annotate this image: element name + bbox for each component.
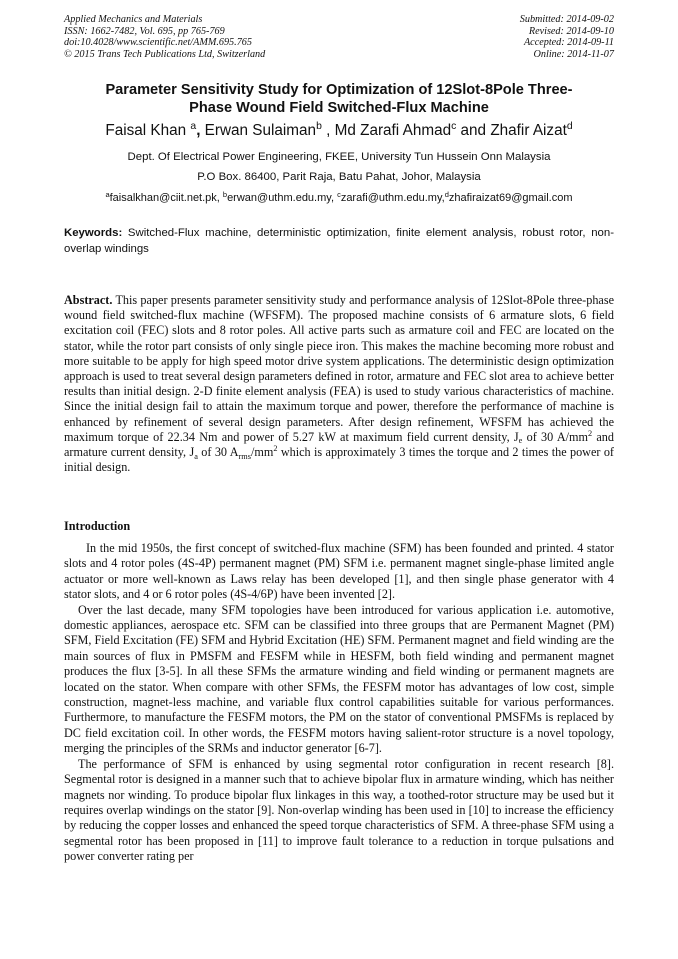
author-affil-mark: b xyxy=(316,121,322,133)
email-mark: c xyxy=(337,189,341,199)
abstract-text: of 30 A/mm xyxy=(522,429,588,444)
superscript: 2 xyxy=(273,444,278,454)
author-affil-mark: d xyxy=(566,121,573,133)
paper-title xyxy=(64,81,614,117)
submitted-date: Submitted: 2014-09-02 xyxy=(519,14,614,25)
journal-info xyxy=(64,14,265,60)
abstract-text: This paper presents parameter sensitivity study and performance analysis of 12Slot-8Pole three-phase wound field switched-flux machine (WFSFM). The proposed machine consists of 6 armature slots, 6 field excitation coil (FEC) slots and 8 rotor poles. All active parts such as armature coil and FEC are located on the stator, while the rotor part consists of only single piece iron. This makes the machine becoming more robust and more suitable to be apply for high speed motor drive system applications. The deterministic design optimization approach is used to treat several design parameters defined in rotor, armature and FEC slot area to achieve better results than initial design. 2-D finite element analysis (FEA) is used to study various characteristics of machine. Since the initial design fail to attain the maximum torque and power, therefore the performance of machine is enhanced by refinement of several design parameters. After design refinement, WFSFM has achieved the maximum torque of 22.34 Nm and power of 5.27 kW at maximum field current density, J xyxy=(64,293,614,444)
paragraph: Over the last decade, many SFM topologies have been introduced for various application i.e. automotive, domestic appliances, aerospace etc. SFM can be classified into three groups that are Permanent Magnet (PM) SFM, Field Excitation (FE) SFM and Hybrid Excitation (HE) SFM. Permanent magnet and field winding are the main sources of flux in PMSFM and FESFM while in HESFM, both field winding and permanent magnet produces the flux [3-5]. In all these SFMs the armature winding and field winding or permanent magnets are located on the stator. When compare with other SFMs, the FESFM motor has advantages of low cost, simple construction, magnet-less machine, and variable flux control capabilities suitable for various performances. Furthermore, to manufacture the FESFM motors, the PM on the stator of conventional PMSFMs is replaced by DC field excitation coil. In other words, the FESFM motors having salient-rotor structure is a novel topology, merging the principles of the SRMs and inductor generator [6-7]. xyxy=(64,602,614,756)
email-address: faisalkhan@ciit.net.pk, xyxy=(109,192,223,204)
section-heading: Introduction xyxy=(64,519,131,533)
keywords-text: Switched-Flux machine, deterministic optimization, finite element analysis, robust rotor, non-overlap windings xyxy=(64,227,614,255)
keywords-label: Keywords: xyxy=(64,227,123,239)
email-mark: b xyxy=(222,189,228,199)
email-list xyxy=(64,191,614,205)
affiliation-line-1: Dept. Of Electrical Power Engineering, FKEE, University Tun Hussein Onn Malaysia xyxy=(127,151,551,163)
author-name: Faisal Khan xyxy=(105,122,187,139)
issn-line: ISSN: 1662-7482, Vol. 695, pp 765-769 xyxy=(64,25,225,37)
author-list xyxy=(64,121,614,141)
abstract-text: of 30 A xyxy=(197,445,239,460)
email-address: zarafi@uthm.edu.my, xyxy=(340,192,445,204)
abstract-block xyxy=(64,293,614,475)
email-mark: a xyxy=(105,189,110,199)
abstract-label: Abstract. xyxy=(64,293,113,307)
title-line-2: Phase Wound Field Switched-Flux Machine xyxy=(189,100,489,116)
affiliation-line-2: P.O Box. 86400, Parit Raja, Batu Pahat, Johor, Malaysia xyxy=(197,171,481,183)
author-affil-mark: c xyxy=(451,121,457,133)
subscript: a xyxy=(194,451,198,461)
superscript: 2 xyxy=(587,429,593,439)
abstract-text: which is approximately 3 times the torque and 2 times the power of initial design. xyxy=(64,445,614,475)
email-address: erwan@uthm.edu.my, xyxy=(227,192,338,204)
doi-line: doi:10.4028/www.scientific.net/AMM.695.765 xyxy=(64,37,252,49)
subscript: e xyxy=(518,436,523,446)
email-mark: d xyxy=(444,189,449,199)
introduction-body xyxy=(64,541,614,865)
paragraph: In the mid 1950s, the first concept of switched-flux machine (SFM) has been founded and printed. 4 stator slots and 4 rotor poles (4S-4P) permanent magnet (PM) SFM i.e. permanent magnet single-phase limited angle actuator or more well-known as Laws relay has been developed [1], and then single phase generator with 4 stator slots, and 4 or 6 rotor poles (4S-4/6P) have been invented [2]. xyxy=(64,541,614,602)
email-address: zhafiraizat69@gmail.com xyxy=(448,192,573,204)
abstract-text: and armature current density, J xyxy=(64,429,614,460)
author-affil-mark: a xyxy=(190,121,197,133)
author-separator: and xyxy=(456,122,487,139)
author-name: Zhafir Aizat xyxy=(486,122,567,139)
author-separator: , xyxy=(196,122,201,139)
subscript: rms xyxy=(238,451,251,461)
keywords-block xyxy=(64,226,614,257)
paragraph: The performance of SFM is enhanced by using segmental rotor configuration in recent research [8]. Segmental rotor is designed in a manner such that to achieve bipolar flux in armature winding, which has neither magnets nor winding. To produce bipolar flux linkages in this way, a toothed-rotor structure may be used but it requires overlap windings on the stator [9]. Non-overlap winding has been used in [10] to increase the efficiency by reducing the copper losses and enhanced the speed torque characteristics of SFM. A three-phase SFM using a segmental rotor has been proposed in [11] to improve fault tolerance to a reduction in torque pulsations and power converter rating per xyxy=(64,756,614,864)
author-separator: , xyxy=(321,122,331,139)
title-line-1: Parameter Sensitivity Study for Optimization of 12Slot-8Pole Three- xyxy=(105,82,573,98)
online-date: Online: 2014-11-07 xyxy=(533,48,614,60)
copyright-line: © 2015 Trans Tech Publications Ltd, Switzerland xyxy=(64,48,266,60)
author-name: Erwan Sulaiman xyxy=(200,122,317,139)
author-name: Md Zarafi Ahmad xyxy=(330,122,452,139)
revised-date: Revised: 2014-09-10 xyxy=(528,25,614,37)
journal-name: Applied Mechanics and Materials xyxy=(64,14,203,25)
accepted-date: Accepted: 2014-09-11 xyxy=(523,37,614,49)
publication-dates xyxy=(520,14,614,60)
abstract-text: /mm xyxy=(250,445,274,460)
